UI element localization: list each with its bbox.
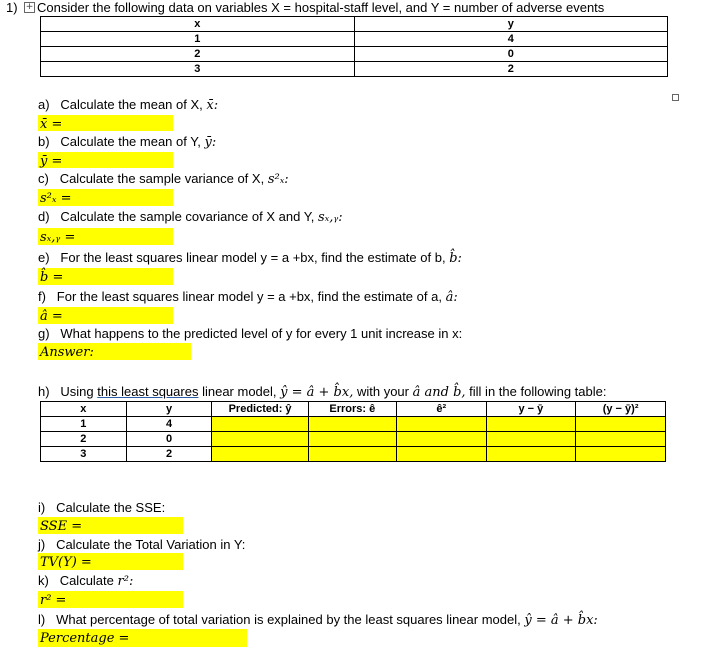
answer-i-label: SSE =	[40, 519, 83, 534]
cell-y: 4	[126, 417, 212, 432]
part-h-ab: â and b̂,	[412, 385, 466, 400]
header-errors: Errors: ê	[308, 402, 396, 417]
answer-d-label: sₓ,ᵧ =	[40, 230, 76, 245]
data-table	[40, 16, 668, 77]
cell-y: 4	[354, 32, 668, 47]
answer-k-field[interactable]	[38, 591, 183, 608]
part-a-label: a)	[38, 97, 50, 112]
table-move-handle-icon[interactable]: +	[25, 2, 34, 12]
answer-b-label: ȳ =	[40, 154, 63, 169]
answer-b-field[interactable]	[38, 152, 173, 168]
table-row	[41, 432, 666, 447]
table-row	[41, 447, 666, 462]
part-h-text-end: fill in the following table:	[469, 384, 607, 399]
part-h-text-post: linear model,	[202, 384, 277, 399]
part-f-symbol: â:	[445, 290, 458, 305]
part-d-symbol: sₓ,ᵧ:	[317, 210, 343, 225]
answer-g-field[interactable]	[38, 343, 191, 360]
question-intro: Consider the following data on variables X = hospital-staff level, and Y = number of adverse events	[37, 0, 605, 15]
answer-i-field[interactable]	[38, 517, 183, 534]
cell-error-input[interactable]	[308, 417, 396, 432]
part-c-label: c)	[38, 171, 49, 186]
answer-e-label: b̂ =	[40, 270, 64, 285]
part-g	[38, 326, 462, 341]
answer-a-label: x̄ =	[40, 117, 63, 132]
part-l	[38, 612, 598, 628]
answer-e-field[interactable]	[38, 268, 173, 285]
cell-x: 1	[41, 417, 127, 432]
part-k-text: Calculate	[59, 573, 114, 588]
part-d	[38, 209, 343, 225]
answer-f-label: â =	[40, 309, 63, 324]
answer-j-label: TV(Y) =	[40, 555, 92, 570]
cell-x: 3	[41, 62, 355, 77]
answer-j-field[interactable]	[38, 553, 183, 570]
cell-error-input[interactable]	[308, 432, 396, 447]
table-row	[41, 62, 668, 77]
part-e	[38, 250, 462, 266]
table-row	[41, 32, 668, 47]
answer-a-field[interactable]	[38, 115, 173, 131]
answer-g-label: Answer:	[40, 345, 94, 360]
table-row	[41, 417, 666, 432]
part-k-symbol: r²:	[117, 574, 134, 589]
part-h-text-pre: Using	[60, 384, 94, 399]
cell-y: 0	[354, 47, 668, 62]
part-c	[38, 171, 289, 187]
answer-l-label: Percentage =	[40, 631, 130, 646]
part-e-text: For the least squares linear model y = a +bx, find the estimate of b,	[60, 250, 446, 265]
answer-f-field[interactable]	[38, 307, 173, 324]
part-a-text: Calculate the mean of X,	[60, 97, 203, 112]
answer-d-field[interactable]	[38, 228, 173, 245]
cell-error-squared-input[interactable]	[396, 432, 486, 447]
part-b-text: Calculate the mean of Y,	[60, 134, 201, 149]
part-j-label: j)	[38, 537, 46, 552]
part-b	[38, 134, 216, 150]
part-h	[38, 384, 606, 400]
table-header-row	[41, 402, 666, 417]
answer-k-label: r² =	[40, 593, 67, 608]
header-y: y	[126, 402, 212, 417]
cell-error-input[interactable]	[308, 447, 396, 462]
header-x: x	[41, 17, 355, 32]
part-l-text: What percentage of total variation is explained by the least squares linear model,	[56, 612, 521, 627]
part-f-text: For the least squares linear model y = a +bx, find the estimate of a,	[56, 289, 442, 304]
table-resize-handle-icon[interactable]	[672, 94, 679, 101]
cell-y-deviation-input[interactable]	[486, 417, 576, 432]
part-d-label: d)	[38, 209, 50, 224]
part-k	[38, 573, 133, 589]
cell-y-deviation-squared-input[interactable]	[576, 417, 666, 432]
part-l-label: l)	[38, 612, 46, 627]
part-f-label: f)	[38, 289, 46, 304]
part-e-symbol: b̂:	[449, 251, 462, 266]
cell-predicted-input[interactable]	[212, 432, 308, 447]
cell-y-deviation-squared-input[interactable]	[576, 432, 666, 447]
part-i-label: i)	[38, 500, 46, 515]
part-i-text: Calculate the SSE:	[56, 500, 166, 515]
part-g-text: What happens to the predicted level of y for every 1 unit increase in x:	[60, 326, 463, 341]
cell-y-deviation-input[interactable]	[486, 432, 576, 447]
part-h-model: ŷ = â + b̂x,	[280, 385, 354, 400]
part-i	[38, 500, 165, 515]
header-y: y	[354, 17, 668, 32]
part-h-text-mid: with your	[356, 384, 409, 399]
part-g-label: g)	[38, 326, 50, 341]
cell-predicted-input[interactable]	[212, 447, 308, 462]
header-error-squared: ê²	[396, 402, 486, 417]
part-a	[38, 97, 218, 113]
table-header-row	[41, 17, 668, 32]
header-y-deviation: y − ȳ	[486, 402, 576, 417]
answer-l-field[interactable]	[38, 629, 247, 647]
part-j-text: Calculate the Total Variation in Y:	[56, 537, 246, 552]
answer-c-label: s²ₓ =	[40, 191, 72, 206]
cell-y: 2	[354, 62, 668, 77]
header-y-deviation-squared: (y − ȳ)²	[576, 402, 666, 417]
table-row	[41, 47, 668, 62]
part-e-label: e)	[38, 250, 50, 265]
header-predicted: Predicted: ŷ	[212, 402, 308, 417]
cell-y-deviation-input[interactable]	[486, 447, 576, 462]
part-h-text-underlined: this least squares	[97, 384, 199, 399]
cell-y: 0	[126, 432, 212, 447]
question-number: 1)	[6, 0, 18, 15]
header-x: x	[41, 402, 127, 417]
part-j	[38, 537, 245, 552]
part-b-label: b)	[38, 134, 50, 149]
cell-x: 1	[41, 32, 355, 47]
cell-error-squared-input[interactable]	[396, 417, 486, 432]
cell-x: 2	[41, 47, 355, 62]
part-k-label: k)	[38, 573, 49, 588]
cell-predicted-input[interactable]	[212, 417, 308, 432]
cell-x: 3	[41, 447, 127, 462]
part-h-label: h)	[38, 384, 50, 399]
cell-y: 2	[126, 447, 212, 462]
answer-c-field[interactable]	[38, 189, 173, 206]
part-c-text: Calculate the sample variance of X,	[59, 171, 265, 186]
cell-error-squared-input[interactable]	[396, 447, 486, 462]
part-b-symbol: ȳ:	[204, 135, 217, 150]
part-a-symbol: x̄:	[206, 98, 219, 113]
part-d-text: Calculate the sample covariance of X and Y,	[60, 209, 315, 224]
cell-y-deviation-squared-input[interactable]	[576, 447, 666, 462]
part-l-symbol: ŷ = â + b̂x:	[524, 613, 598, 628]
part-f	[38, 289, 458, 305]
part-c-symbol: s²ₓ:	[267, 172, 289, 187]
cell-x: 2	[41, 432, 127, 447]
prediction-table	[40, 401, 666, 462]
